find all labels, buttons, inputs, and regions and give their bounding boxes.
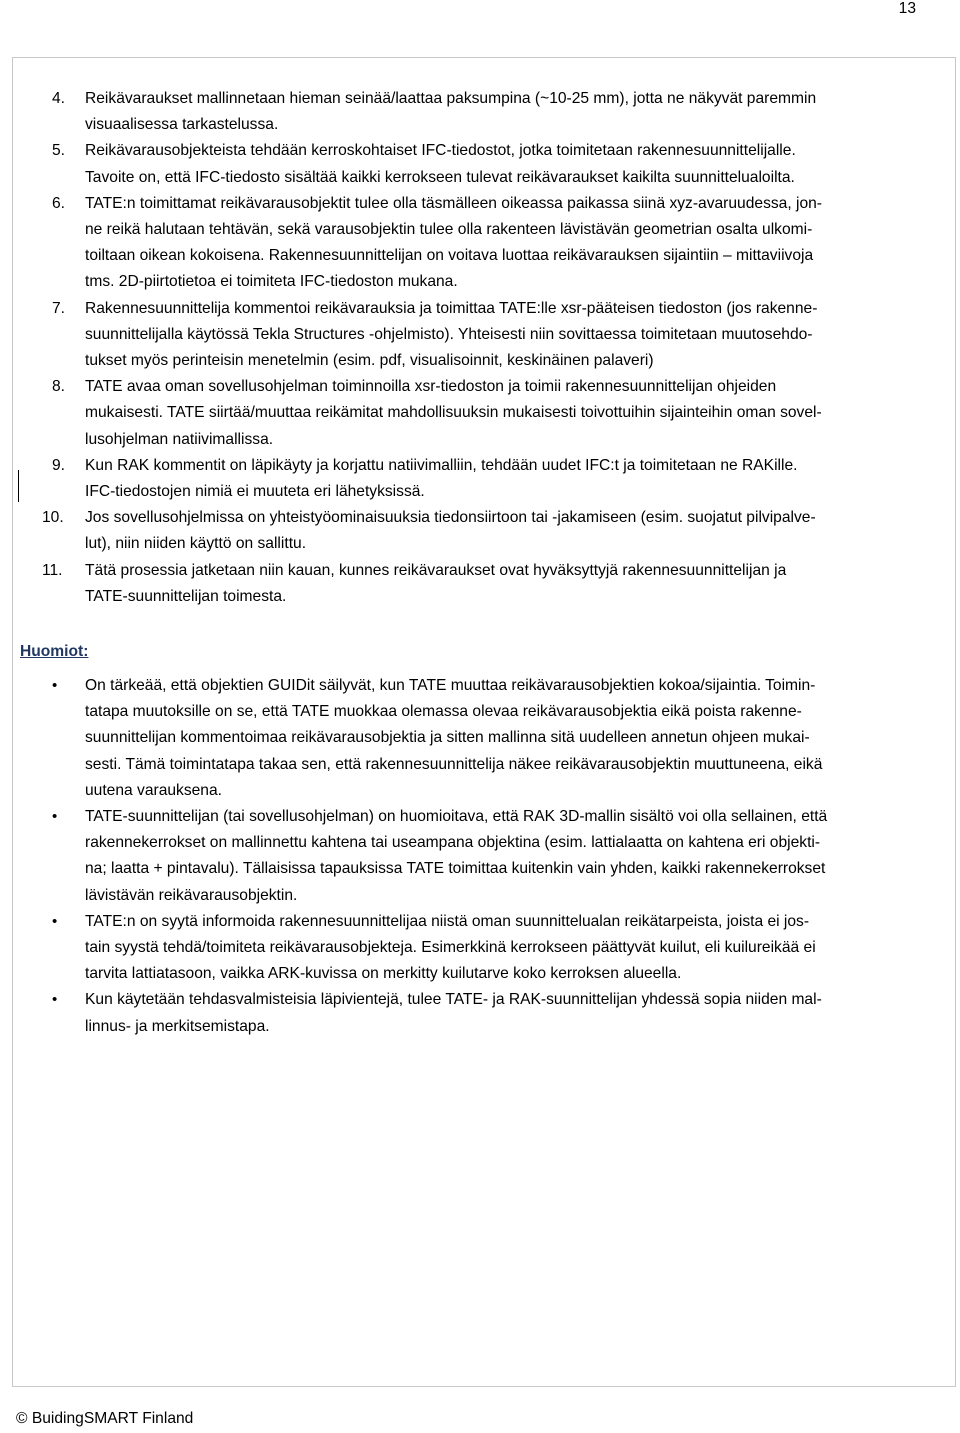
note-text-line: sesti. Tämä toimintatapa takaa sen, että rakennesuunnittelija näkee reikävarausobjektin muuttuneena, eikä <box>85 755 823 773</box>
item-text-line: Tavoite on, että IFC-tiedosto sisältää kaikki kerrokseen tulevat reikävaraukset kaikilta suunnittelualoilta. <box>85 168 795 186</box>
note-text-line: linnus- ja merkitsemistapa. <box>85 1017 270 1035</box>
footer-copyright: © BuidingSMART Finland <box>16 1410 194 1427</box>
item-text-line: toiltaan oikean kokoisena. Rakennesuunnittelijan on voitava luottaa reikävarauksen sijaintiin – mittaviivoja <box>85 247 814 265</box>
numbered-item <box>40 505 940 557</box>
item-text-line: lusohjelman natiivimallissa. <box>85 430 274 448</box>
item-text-line: Reikävaraukset mallinnetaan hieman seinää/laattaa paksumpina (~10-25 mm), jotta ne näkyvät paremmin <box>85 90 817 107</box>
item-number: 10. <box>42 509 64 527</box>
note-bullet-item <box>40 987 940 1039</box>
item-text-line: TATE:n toimittamat reikävarausobjektit tulee olla täsmälleen oikeassa paikassa siinä xyz-avaruudessa, jon- <box>85 194 823 212</box>
note-text-line: tarvita lattiatasoon, vaikka ARK-kuvissa on merkitty kuilutarve koko kerroksen alueella. <box>85 965 682 983</box>
note-text-line: TATE-suunnittelijan (tai sovellusohjelman) on huomioitava, että RAK 3D-mallin sisältö voi olla sellainen, että <box>85 808 828 826</box>
item-number: 6. <box>52 194 66 212</box>
numbered-item <box>40 138 940 190</box>
notes-bullet-list <box>40 673 940 1040</box>
note-text-line: suunnittelijan kommentoimaa reikävarausobjektia ja sitten mallinna sitä uudelleen annetun ohjeen mukai- <box>85 729 810 747</box>
notes-heading: Huomiot: <box>20 643 89 660</box>
numbered-item <box>40 86 940 138</box>
item-number: 5. <box>52 142 66 160</box>
item-text-line: TATE-suunnittelijan toimesta. <box>85 587 287 605</box>
numbered-list <box>40 86 940 610</box>
numbered-item <box>40 374 940 453</box>
item-number: 7. <box>52 299 66 317</box>
bullet-dot-icon: • <box>52 912 58 930</box>
note-text-line: On tärkeää, että objektien GUIDit säilyvät, kun TATE muuttaa reikävarausobjektien kokoa/sijaintia. Toimin- <box>85 677 816 694</box>
note-bullet-item <box>40 804 940 909</box>
item-text-line: ne reikä halutaan tehtävän, sekä varausobjektin tulee olla rakenteen lävistävän geometrian osalta ulkomi- <box>85 221 813 239</box>
item-text-line: tms. 2D-piirtotietoa ei toimiteta IFC-tiedoston mukana. <box>85 273 458 291</box>
item-text-line: tukset myös perinteisin menetelmin (esim. pdf, visualisoinnit, keskinäinen palaveri) <box>85 352 654 370</box>
item-text-line: Rakennesuunnittelija kommentoi reikävarauksia ja toimittaa TATE:lle xsr-pääteisen tiedoston (jos rakenne- <box>85 299 818 317</box>
item-number: 11. <box>42 561 63 579</box>
item-text-line: suunnittelijalla käytössä Tekla Structures -ohjelmisto). Yhteisesti niin sovittaessa toimitetaan muutosehdo- <box>85 325 813 343</box>
numbered-item <box>40 558 940 610</box>
item-text-line: mukaisesti. TATE siirtää/muuttaa reikämitat mahdollisuuksin mukaisesti toivottuihin sijainteihin oman sovel- <box>85 404 822 422</box>
note-text-line: tatapa muutoksille on se, että TATE muokkaa olemassa olevaa reikävarausobjektia eikä poista rakenne- <box>85 703 802 721</box>
note-text-line: na; laatta + pintavalu). Tällaisissa tapauksissa TATE toimittaa kuitenkin vain yhden, kaikki rakennekerrokset <box>85 860 826 878</box>
numbered-item <box>40 191 940 296</box>
item-number: 8. <box>52 378 66 396</box>
item-text-line: visuaalisessa tarkastelussa. <box>85 116 279 134</box>
bullet-dot-icon: • <box>52 677 58 694</box>
item-text-line: TATE avaa oman sovellusohjelman toiminnoilla xsr-tiedoston ja toimii rakennesuunnittelijan ohjeiden <box>85 378 777 396</box>
item-number: 4. <box>52 90 66 107</box>
note-text-line: rakennekerrokset on mallinnettu kahtena tai useampana objektina (esim. lattialaatta on kahtena eri objekti- <box>85 834 821 852</box>
item-text-line: Kun RAK kommentit on läpikäyty ja korjattu natiivimalliin, tehdään uudet IFC:t ja toimitetaan ne RAKille. <box>85 456 798 474</box>
note-text-line: tain syystä tehdä/toimiteta reikävarausobjekteja. Esimerkkinä kerrokseen päättyvät kuilut, eli kuilureikää ei <box>85 939 816 957</box>
page-number: 13 <box>898 0 916 17</box>
item-text-line: Tätä prosessia jatketaan niin kauan, kunnes reikävaraukset ovat hyväksyttyjä rakennesuunnittelijan ja <box>85 561 787 579</box>
revision-bar <box>18 470 19 502</box>
note-bullet-item <box>40 673 940 804</box>
note-text-line: TATE:n on syytä informoida rakennesuunnittelijaa niistä oman suunnittelualan reikätarpeista, joista ei jos- <box>85 912 810 930</box>
item-text-line: lut), niin niiden käyttö on sallittu. <box>85 535 307 553</box>
item-text-line: IFC-tiedostojen nimiä ei muuteta eri lähetyksissä. <box>85 483 425 501</box>
item-number: 9. <box>52 456 66 474</box>
note-bullet-item <box>40 909 940 988</box>
note-text-line: lävistävän reikävarausobjektin. <box>85 886 298 904</box>
numbered-item <box>40 453 940 505</box>
bullet-dot-icon: • <box>52 808 58 826</box>
note-text-line: uutena varauksena. <box>85 781 222 799</box>
numbered-item <box>40 296 940 375</box>
bullet-dot-icon: • <box>52 991 58 1009</box>
note-text-line: Kun käytetään tehdasvalmisteisia läpivientejä, tulee TATE- ja RAK-suunnittelijan yhdessä sopia niiden mal- <box>85 991 822 1009</box>
item-text-line: Jos sovellusohjelmissa on yhteistyöominaisuuksia tiedonsiirtoon tai -jakamiseen (esim. suojatut pilvipalve- <box>85 509 816 527</box>
item-text-line: Reikävarausobjekteista tehdään kerroskohtaiset IFC-tiedostot, jotka toimitetaan rakennesuunnittelijalle. <box>85 142 796 160</box>
